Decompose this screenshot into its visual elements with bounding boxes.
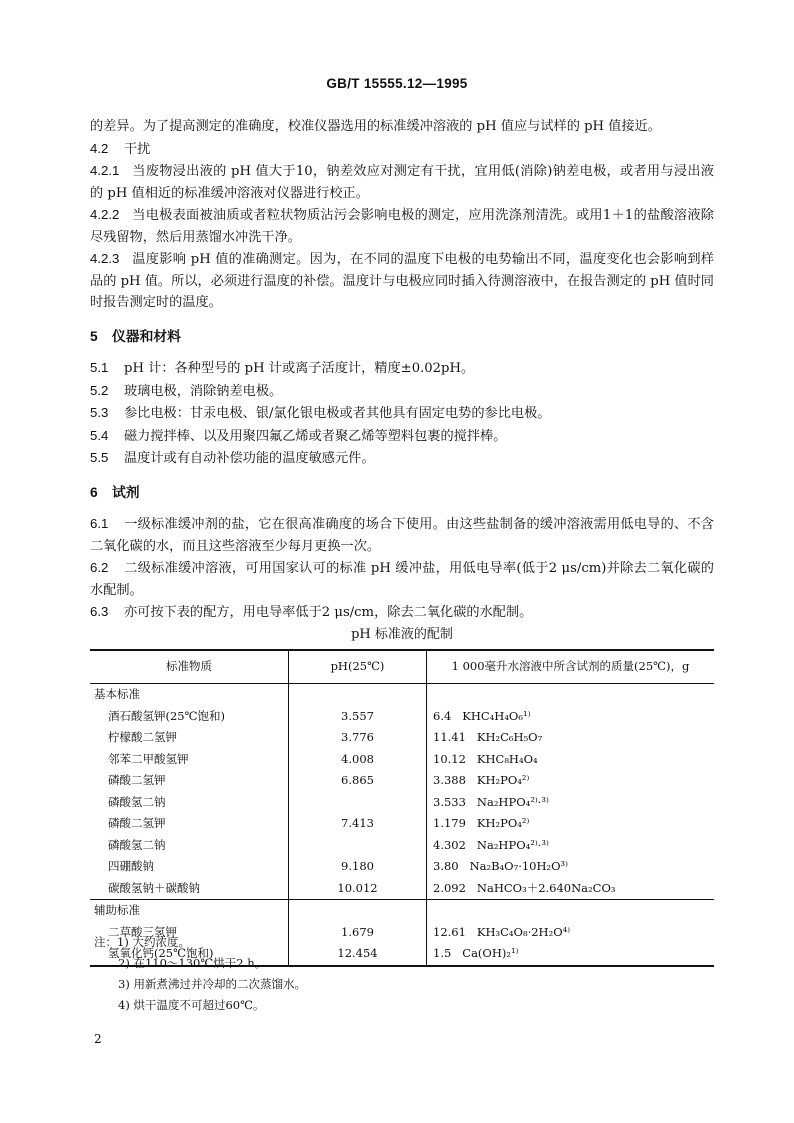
section-5-4: 5.4 磁力搅拌棒、以及用聚四氟乙烯或者聚乙烯等塑料包裹的搅拌棒。 bbox=[90, 427, 507, 444]
table-row: 磷酸二氢钾 7.413 1.179 KH₂PO₄²⁾ bbox=[90, 813, 714, 835]
note-4: 4) 烘干温度不可超过60℃。 bbox=[118, 998, 265, 1012]
table-row: 柠檬酸二氢钾 3.776 11.41 KH₂C₆H₅O₇ bbox=[90, 727, 714, 749]
section-5-3: 5.3 参比电极：甘汞电极、银/氯化银电极或者其他具有固定电势的参比电极。 bbox=[90, 405, 551, 421]
group-row bbox=[90, 684, 714, 706]
group-label: 辅助标准 bbox=[90, 900, 289, 922]
section-5-1: 5.1 pH 计：各种型号的 pH 计或离子活度计，精度±0.02pH。 bbox=[90, 360, 475, 376]
section-5-2: 5.2 玻璃电极，消除钠差电极。 bbox=[90, 382, 283, 399]
header-mass: 1 000毫升水溶液中所含试剂的质量(25℃)，g bbox=[427, 650, 715, 684]
section-4-2: 4.2 干扰 bbox=[90, 140, 151, 157]
page-number: 2 bbox=[94, 1032, 102, 1046]
section-6-2: 6.2 二级标准缓冲溶液，可用国家认可的标准 pH 缓冲盐，用低电导率(低于2 μs/cm)并除去二氧化碳的水配制。 bbox=[90, 560, 714, 598]
section-6-heading: 6 试剂 bbox=[90, 484, 140, 500]
note-2: 2) 在110～130℃烘干2 h。 bbox=[118, 956, 267, 970]
table-notes bbox=[90, 932, 306, 1016]
table-row: 酒石酸氢钾(25℃饱和) 3.557 6.4 KHC₄H₄O₆¹⁾ bbox=[90, 706, 714, 728]
paragraph-intro: 的差异。为了提高测定的准确度，校准仪器选用的标准缓冲溶液的 pH 值应与试样的 pH 值接近。 bbox=[90, 119, 661, 134]
table-row: 磷酸二氢钾 6.865 3.388 KH₂PO₄²⁾ bbox=[90, 770, 714, 792]
table-caption: pH 标准液的配制 bbox=[351, 626, 453, 642]
table-row: 邻苯二甲酸氢钾 4.008 10.12 KHC₈H₄O₄ bbox=[90, 749, 714, 771]
group-label: 基本标准 bbox=[90, 684, 289, 706]
note-3: 3) 用新煮沸过并冷却的二次蒸馏水。 bbox=[118, 977, 306, 991]
table-row: 二草酸三氢钾 1.679 12.61 KH₃C₄O₈·2H₂O⁴⁾ bbox=[90, 922, 714, 944]
ph-standard-table bbox=[90, 649, 714, 967]
section-4-2-1: 4.2.1 当废物浸出液的 pH 值大于10，钠差效应对测定有干扰，宜用低(消除)钠差电极，或者用与浸出液的 pH 值相近的标准缓冲溶液对仪器进行校正。 bbox=[90, 163, 714, 201]
document-header: GB/T 15555.12—1995 bbox=[326, 76, 468, 91]
section-6-3: 6.3 亦可按下表的配方，用电导率低于2 μs/cm，除去二氧化碳的水配制。 bbox=[90, 604, 533, 620]
table-row: 氢氧化钙(25℃饱和) 12.454 1.5 Ca(OH)₂¹⁾ bbox=[90, 943, 714, 966]
section-4-2-3: 4.2.3 温度影响 pH 值的准确测定。因为，在不同的温度下电极的电势输出不同，温度变化也会影响到样品的 pH 值。所以，必须进行温度的补偿。温度计与电极应同时插入待测溶液中，在报告测定的 pH 值时同时报告测定时的温度。 bbox=[90, 251, 714, 310]
section-4-2-2: 4.2.2 当电极表面被油质或者粒状物质沾污会影响电极的测定，应用洗涤剂清洗。或用1＋1的盐酸溶液除尽残留物，然后用蒸馏水冲洗干净。 bbox=[90, 207, 714, 245]
section-5-heading: 5 仪器和材料 bbox=[90, 328, 181, 344]
group-row bbox=[90, 900, 714, 922]
table-row: 碳酸氢钠＋碳酸钠 10.012 2.092 NaHCO₃＋2.640Na₂CO₃ bbox=[90, 878, 714, 900]
section-6-1: 6.1 一级标准缓冲剂的盐，它在很高准确度的场合下使用。由这些盐制备的缓冲溶液需用低电导的、不含二氧化碳的水，而且这些溶液至少每月更换一次。 bbox=[90, 516, 714, 554]
table-row: 磷酸氢二钠 4.302 Na₂HPO₄²⁾·³⁾ bbox=[90, 835, 714, 857]
header-substance: 标准物质 bbox=[90, 650, 289, 684]
header-ph: pH(25℃) bbox=[289, 650, 427, 684]
section-5-5: 5.5 温度计或有自动补偿功能的温度敏感元件。 bbox=[90, 450, 375, 466]
table-row: 磷酸氢二钠 3.533 Na₂HPO₄²⁾·³⁾ bbox=[90, 792, 714, 814]
note-1: 注：1) 大约浓度。 bbox=[94, 935, 190, 949]
body-text bbox=[90, 116, 714, 967]
table-row: 四硼酸钠 9.180 3.80 Na₂B₄O₇·10H₂O³⁾ bbox=[90, 856, 714, 878]
